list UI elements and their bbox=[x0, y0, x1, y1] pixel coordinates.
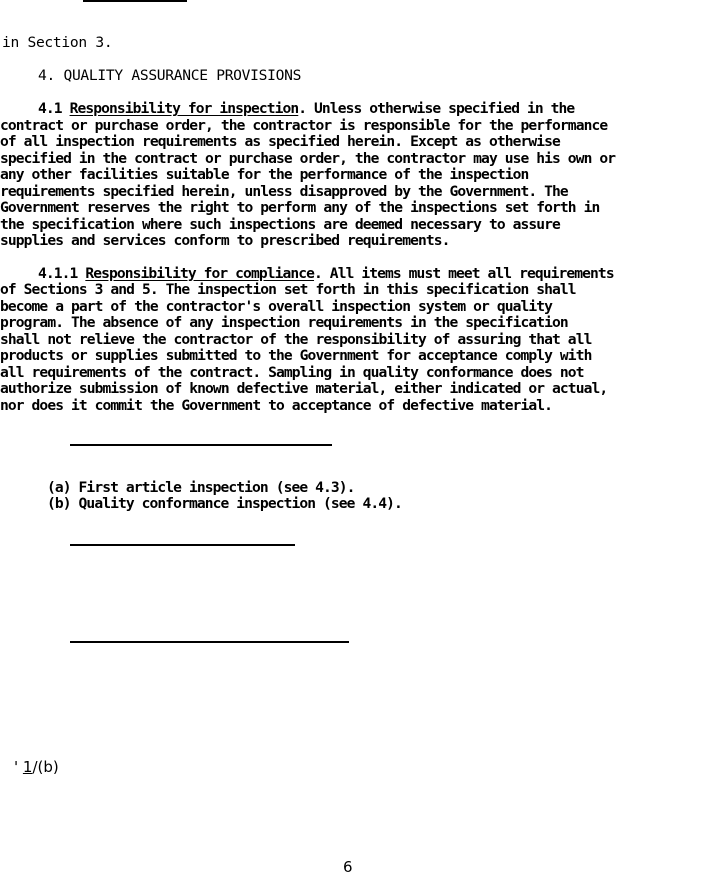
paragraph-line: become a part of the contractor's overall inspection system or quality bbox=[0, 298, 553, 315]
paragraph-title: Responsibility for inspection bbox=[69, 100, 299, 117]
footnote-text: /(b) bbox=[32, 758, 59, 776]
page-number: 6 bbox=[343, 858, 353, 876]
top-fragment: in Section 3. bbox=[2, 34, 113, 51]
paragraph-4-1-first-line bbox=[38, 101, 574, 118]
list-item: (b) Quality conformance inspection (see 4.4). bbox=[47, 495, 402, 512]
paragraph-first-tail: . All items must meet all requirements bbox=[314, 265, 614, 282]
paragraph-line: specified in the contract or purchase order, the contractor may use his own or bbox=[0, 150, 616, 167]
redacted-rule bbox=[70, 444, 332, 446]
paragraph-number: 4.1.1 bbox=[38, 265, 78, 282]
paragraph-line: the specification where such inspections are deemed necessary to assure bbox=[0, 216, 560, 233]
redacted-rule bbox=[70, 641, 349, 643]
paragraph-line: any other facilities suitable for the performance of the inspection bbox=[0, 166, 529, 183]
paragraph-line: Government reserves the right to perform any of the inspections set forth in bbox=[0, 199, 600, 216]
paragraph-first-tail: . Unless otherwise specified in the bbox=[298, 100, 575, 117]
section-heading: 4. QUALITY ASSURANCE PROVISIONS bbox=[38, 67, 302, 84]
paragraph-line: products or supplies submitted to the Government for acceptance comply with bbox=[0, 347, 592, 364]
footnote-tick: ' bbox=[14, 758, 19, 776]
paragraph-number: 4.1 bbox=[38, 100, 62, 117]
paragraph-line: shall not relieve the contractor of the responsibility of assuring that all bbox=[0, 331, 592, 348]
paragraph-line: contract or purchase order, the contractor is responsible for the performance bbox=[0, 117, 608, 134]
paragraph-line: requirements specified herein, unless disapproved by the Government. The bbox=[0, 183, 568, 200]
paragraph-line: of Sections 3 and 5. The inspection set forth in this specification shall bbox=[0, 281, 576, 298]
list-item: (a) First article inspection (see 4.3). bbox=[47, 479, 355, 496]
paragraph-line: supplies and services conform to prescribed requirements. bbox=[0, 232, 450, 249]
redacted-rule-top bbox=[83, 0, 187, 2]
paragraph-line: program. The absence of any inspection requirements in the specification bbox=[0, 314, 568, 331]
footnote-mark: 1 bbox=[22, 758, 33, 776]
paragraph-line: of all inspection requirements as specified herein. Except as otherwise bbox=[0, 133, 560, 150]
paragraph-title: Responsibility for compliance bbox=[85, 265, 315, 282]
paragraph-line: all requirements of the contract. Sampling in quality conformance does not bbox=[0, 364, 584, 381]
footnote-fragment bbox=[14, 758, 59, 776]
redacted-rule bbox=[70, 544, 295, 546]
paragraph-line: nor does it commit the Government to acceptance of defective material. bbox=[0, 397, 553, 414]
paragraph-line: authorize submission of known defective material, either indicated or actual, bbox=[0, 380, 608, 397]
